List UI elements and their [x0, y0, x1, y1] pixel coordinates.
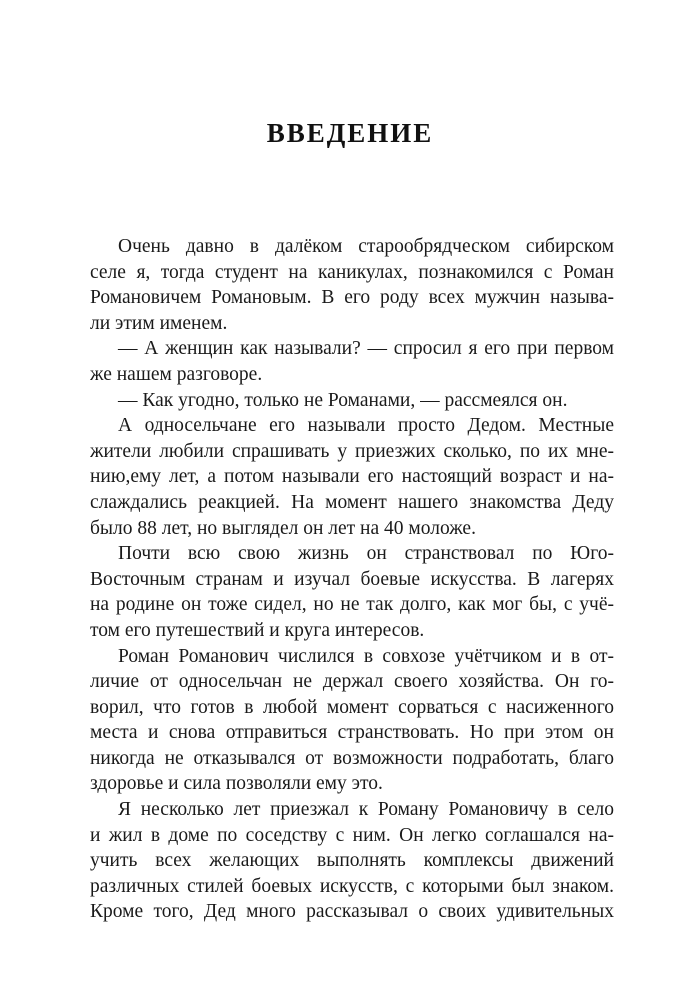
text-line: селе я, тогда студент на каникулах, познакомился с Роман	[90, 261, 614, 283]
text-line: ли этим именем.	[90, 312, 228, 334]
text-line: Роман Романович числился в совхозе учётчиком и в от-	[118, 645, 614, 667]
text-line: никогда не отказывался от возможности подработать, благо	[90, 747, 614, 769]
text-line: места и снова отправиться странствовать. Но при этом он	[90, 722, 614, 744]
text-line: А односельчане его называли просто Дедом. Местные	[118, 415, 614, 437]
text-line: и жил в доме по соседству с ним. Он легко соглашался на-	[90, 824, 614, 846]
body-text	[90, 234, 614, 925]
text-line: том его путешествий и круга интересов.	[90, 619, 425, 641]
text-line: Кроме того, Дед много рассказывал о своих удивительных	[90, 901, 614, 923]
text-line: ворил, что готов в любой момент сорваться с насиженного	[90, 696, 614, 718]
text-line: на родине он тоже сидел, но не так долго, как мог бы, с учё-	[90, 594, 614, 616]
text-line: различных стилей боевых искусств, с которыми был знаком.	[90, 875, 614, 897]
text-line: было 88 лет, но выглядел он лет на 40 моложе.	[90, 517, 476, 539]
text-line: же нашем разговоре.	[90, 363, 263, 385]
text-line: Восточным странам и изучал боевые искусства. В лагерях	[90, 568, 614, 590]
text-line: Почти всю свою жизнь он странствовал по Юго-	[118, 543, 614, 565]
text-line: — Как угодно, только не Романами, — рассмеялся он.	[118, 389, 568, 411]
text-line: Романовичем Романовым. В его роду всех мужчин называ-	[90, 287, 614, 309]
text-line: нию,ему лет, а потом называли его настоящий возраст и на-	[90, 466, 614, 488]
text-line: личие от односельчан не держал своего хозяйства. Он го-	[90, 671, 614, 693]
text-line: учить всех желающих выполнять комплексы движений	[90, 850, 614, 872]
text-line: — А женщин как называли? — спросил я его при первом	[118, 338, 614, 360]
text-line: здоровье и сила позволяли ему это.	[90, 773, 383, 795]
text-line: слаждались реакцией. На момент нашего знакомства Деду	[90, 491, 614, 513]
text-line: Очень давно в далёком старообрядческом сибирском	[118, 236, 614, 257]
chapter-heading: ВВЕДЕНИЕ	[266, 118, 434, 148]
text-line: Я несколько лет приезжал к Роману Романовичу в село	[118, 799, 614, 821]
text-line: жители любили спрашивать у приезжих сколько, по их мне-	[90, 440, 614, 462]
